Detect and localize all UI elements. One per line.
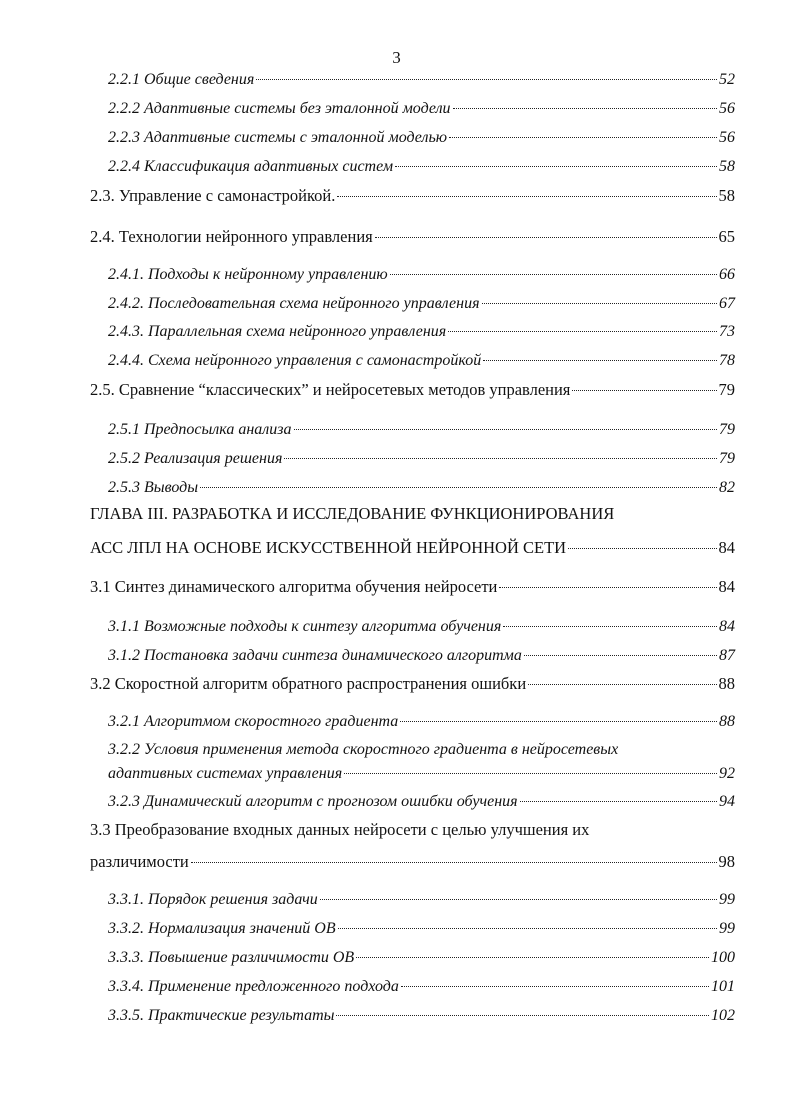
toc-entry-page: 98 (718, 852, 735, 871)
toc-entry (0, 68, 793, 92)
toc-entry-page: 79 (718, 380, 735, 399)
toc-entry (0, 225, 793, 249)
toc-entry-page: 100 (711, 949, 735, 966)
toc-entry (0, 97, 793, 121)
toc-leader-dots (449, 137, 717, 138)
toc-entry (0, 738, 793, 786)
toc-entry (0, 184, 793, 208)
toc-entry-page: 78 (719, 352, 735, 369)
toc-entry-title: 3.2 Скоростной алгоритм обратного распространения ошибки (90, 674, 527, 693)
toc-leader-dots (375, 237, 717, 238)
toc-entry-title-line1: ГЛАВА III. РАЗРАБОТКА И ИССЛЕДОВАНИЕ ФУНКЦИОНИРОВАНИЯ (90, 504, 615, 523)
toc-entry (0, 476, 793, 500)
toc-entry-title: 2.2.1 Общие сведения (108, 71, 255, 88)
toc-entry-page: 67 (719, 295, 735, 312)
toc-entry-title: 3.1.1 Возможные подходы к синтезу алгоритма обучения (108, 618, 502, 635)
toc-leader-dots (200, 487, 717, 488)
toc-leader-dots (572, 390, 716, 391)
toc-entry-title: 2.5.2 Реализация решения (108, 450, 283, 467)
toc-entry (0, 418, 793, 442)
toc-entry (0, 790, 793, 814)
toc-entry-title: 3.3.1. Порядок решения задачи (108, 891, 318, 908)
toc-entry-title: 2.4. Технологии нейронного управления (90, 227, 373, 246)
toc-leader-dots (448, 331, 717, 332)
toc-entry-title: адаптивных системах управления (108, 765, 343, 782)
toc-entry-page: 79 (719, 421, 735, 438)
toc-entry-title: АСС ЛПЛ НА ОСНОВЕ ИСКУССТВЕННОЙ НЕЙРОННОЙ СЕТИ (90, 538, 567, 557)
toc-entry-page: 82 (719, 479, 735, 496)
toc-entry (0, 917, 793, 941)
toc-entry-page: 84 (719, 618, 735, 635)
toc-leader-dots (400, 721, 717, 722)
toc-entry-title: 2.2.2 Адаптивные системы без эталонной модели (108, 100, 451, 117)
toc-entry-title: 3.1 Синтез динамического алгоритма обучения нейросети (90, 577, 498, 596)
toc-entry (0, 292, 793, 316)
toc-entry (0, 1004, 793, 1028)
toc-entry-title-line1: 3.3 Преобразование входных данных нейросети с целью улучшения их (90, 820, 590, 839)
toc-entry-page: 94 (719, 793, 735, 810)
toc-entry-title: 2.4.1. Подходы к нейронному управлению (108, 266, 388, 283)
toc-leader-dots (320, 899, 717, 900)
toc-entry (0, 263, 793, 287)
toc-leader-dots (337, 196, 716, 197)
toc-leader-dots (344, 773, 717, 774)
toc-leader-dots (503, 626, 717, 627)
toc-entry-page: 73 (719, 323, 735, 340)
toc-entry (0, 946, 793, 970)
toc-entry-page: 58 (719, 158, 735, 175)
toc-leader-dots (524, 655, 717, 656)
toc-leader-dots (528, 684, 716, 685)
toc-leader-dots (284, 458, 717, 459)
toc-entry-title: 2.5.3 Выводы (108, 479, 199, 496)
toc-entry-page: 99 (719, 891, 735, 908)
toc-entry-page: 102 (711, 1007, 735, 1024)
toc-entry-title: 3.3.2. Нормализация значений ОВ (108, 920, 336, 937)
toc-entry-page: 92 (719, 765, 735, 782)
toc-leader-dots (568, 548, 716, 549)
toc-entry-title: различимости (90, 852, 189, 871)
toc-entry-page: 84 (718, 577, 735, 596)
toc-leader-dots (356, 957, 709, 958)
toc-entry-page: 66 (719, 266, 735, 283)
toc-entry (0, 378, 793, 402)
toc-entry (0, 672, 793, 696)
toc-entry-title: 2.5. Сравнение “классических” и нейросетевых методов управления (90, 380, 571, 399)
toc-entry-page: 58 (718, 186, 735, 205)
toc-entry-title: 3.3.5. Практические результаты (108, 1007, 335, 1024)
toc-entry-page: 88 (718, 674, 735, 693)
toc-entry-title: 3.3.3. Повышение различимости ОВ (108, 949, 355, 966)
toc-leader-dots (482, 303, 717, 304)
toc-leader-dots (395, 166, 717, 167)
toc-entry-page: 56 (719, 129, 735, 146)
page-number: 3 (392, 48, 401, 67)
toc-entry-title: 2.5.1 Предпосылка анализа (108, 421, 292, 438)
toc-entry-title: 2.2.3 Адаптивные системы с эталонной моделью (108, 129, 448, 146)
toc-entry-title: 2.4.4. Схема нейронного управления с самонастройкой (108, 352, 482, 369)
toc-entry-title-line1: 3.2.2 Условия применения метода скоростного градиента в нейросетевых (108, 741, 619, 758)
toc-entry (0, 710, 793, 734)
toc-entry (0, 575, 793, 599)
toc-entry-page: 87 (719, 647, 735, 664)
toc-entry-page: 88 (719, 713, 735, 730)
toc-entry-page: 56 (719, 100, 735, 117)
toc-leader-dots (390, 274, 717, 275)
toc-entry-title: 3.2.1 Алгоритмом скоростного градиента (108, 713, 399, 730)
toc-leader-dots (294, 429, 717, 430)
toc-entry (0, 447, 793, 471)
toc-entry-title: 2.2.4 Классификация адаптивных систем (108, 158, 394, 175)
toc-entry (0, 818, 793, 878)
toc-leader-dots (191, 862, 717, 863)
toc-entry-title: 2.4.3. Параллельная схема нейронного управления (108, 323, 447, 340)
toc-entry-page: 52 (719, 71, 735, 88)
toc-entry-page: 101 (711, 978, 735, 995)
toc-entry-title: 2.3. Управление с самонастройкой. (90, 186, 336, 205)
toc-entry-page: 99 (719, 920, 735, 937)
toc-entry (0, 155, 793, 179)
toc-leader-dots (453, 108, 717, 109)
toc-entry-title: 3.3.4. Применение предложенного подхода (108, 978, 399, 995)
toc-entry-page: 84 (718, 538, 735, 557)
toc-leader-dots (401, 986, 709, 987)
toc-entry-chapter (0, 502, 793, 562)
toc-leader-dots (338, 928, 717, 929)
toc-leader-dots (256, 79, 717, 80)
toc-entry (0, 975, 793, 999)
toc-entry-title: 3.1.2 Постановка задачи синтеза динамического алгоритма (108, 647, 522, 664)
toc-entry (0, 320, 793, 344)
toc-leader-dots (336, 1015, 709, 1016)
toc-entry-page: 65 (718, 227, 735, 246)
toc-entry-page: 79 (719, 450, 735, 467)
toc-entry (0, 349, 793, 373)
toc-leader-dots (520, 801, 717, 802)
toc-entry (0, 644, 793, 668)
toc-entry (0, 615, 793, 639)
toc-leader-dots (483, 360, 717, 361)
toc-leader-dots (499, 587, 716, 588)
toc-entry-title: 3.2.3 Динамический алгоритм с прогнозом ошибки обучения (108, 793, 518, 810)
toc-entry (0, 126, 793, 150)
toc-entry-title: 2.4.2. Последовательная схема нейронного управления (108, 295, 480, 312)
toc-entry (0, 888, 793, 912)
